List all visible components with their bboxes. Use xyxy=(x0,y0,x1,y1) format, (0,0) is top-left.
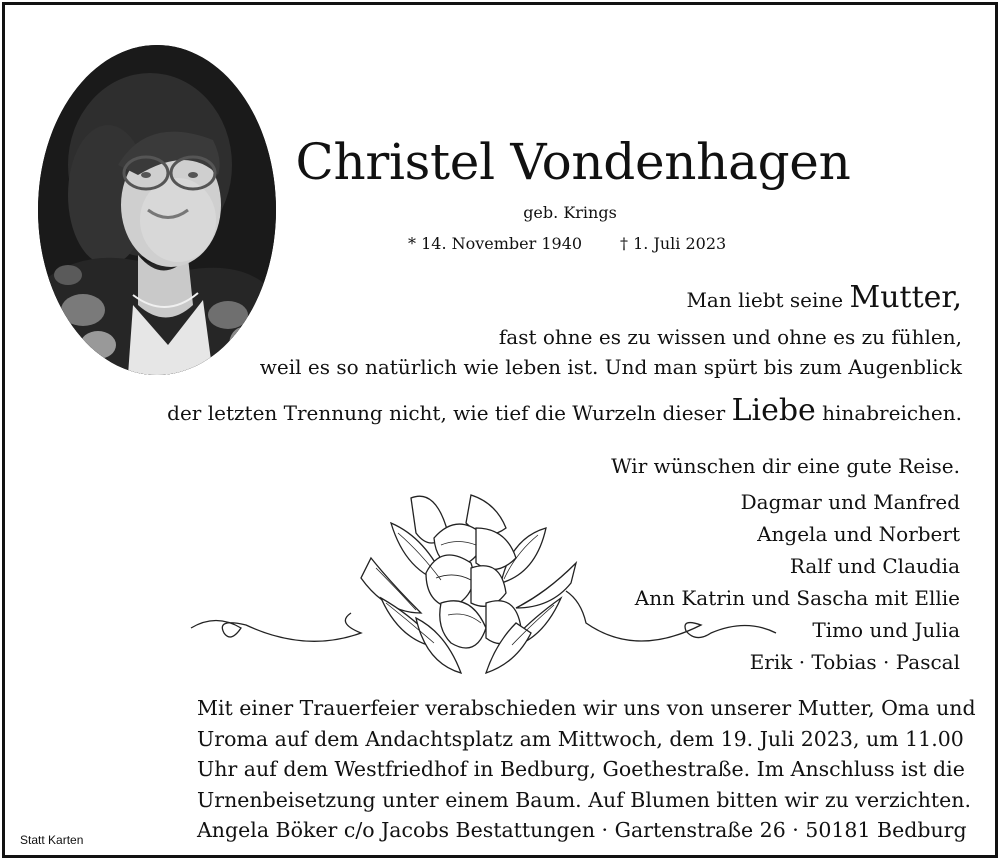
mourner-name: Erik · Tobias · Pascal xyxy=(749,650,960,674)
poem-line-1-text: Man liebt seine xyxy=(686,288,844,312)
statt-karten-label: Statt Karten xyxy=(20,833,84,847)
poem-line-4 xyxy=(167,393,962,428)
farewell-wish: Wir wünschen dir eine gute Reise. xyxy=(611,454,960,478)
mourner-name: Ralf und Claudia xyxy=(789,554,960,578)
poem-line-4-text: der letzten Trennung nicht, wie tief die Wurzeln dieser xyxy=(167,401,726,425)
birth-date: * 14. November 1940 xyxy=(408,234,583,253)
poem-line-2: fast ohne es zu wissen und ohne es zu fühlen, xyxy=(498,325,962,349)
poem-line-3: weil es so natürlich wie leben ist. Und man spürt bis zum Augenblick xyxy=(259,355,962,379)
mourner-name: Timo und Julia xyxy=(812,618,960,642)
service-line: Uroma auf dem Andachtsplatz am Mittwoch, dem 19. Juli 2023, um 11.00 xyxy=(197,726,964,751)
mourner-name: Angela und Norbert xyxy=(757,522,960,546)
poem-word-mutter: Mutter, xyxy=(849,280,962,315)
death-date: † 1. Juli 2023 xyxy=(620,234,727,253)
mourner-list xyxy=(635,486,960,678)
service-line: Uhr auf dem Westfriedhof in Bedburg, Goethestraße. Im Anschluss ist die xyxy=(197,757,965,781)
service-details xyxy=(197,693,976,846)
deceased-name: Christel Vondenhagen xyxy=(295,133,851,191)
service-line: Urnenbeisetzung unter einem Baum. Auf Blumen bitten wir zu verzichten. xyxy=(197,787,972,812)
maiden-name: geb. Krings xyxy=(523,203,617,222)
service-line: Mit einer Trauerfeier verabschieden wir uns von unserer Mutter, Oma und xyxy=(197,696,976,720)
poem-word-liebe: Liebe xyxy=(731,393,816,428)
mourner-name: Ann Katrin und Sascha mit Ellie xyxy=(634,586,960,610)
poem-line-1 xyxy=(686,280,962,315)
poem-line-4-end: hinabreichen. xyxy=(822,401,962,425)
mourner-name: Dagmar und Manfred xyxy=(740,490,960,514)
service-address: Angela Böker c/o Jacobs Bestattungen · Gartenstraße 26 · 50181 Bedburg xyxy=(197,818,967,842)
